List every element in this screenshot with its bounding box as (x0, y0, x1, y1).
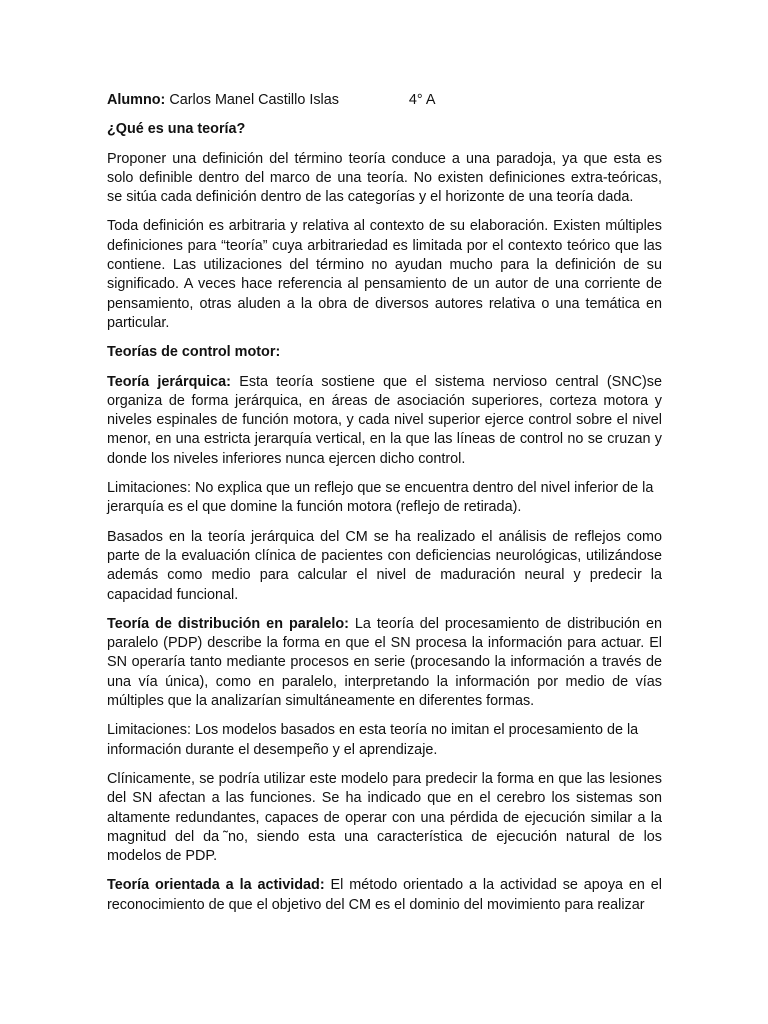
question-heading: ¿Qué es una teoría? (107, 121, 246, 138)
paragraph-parallel-limitations: Limitaciones: Los modelos basados en esta teoría no imitan el procesamiento de la información durante el desempeño y el aprendizaje. (107, 722, 639, 758)
parallel-theory-text: La teoría del procesamiento de distribución en paralelo (PDP) describe la forma en que el SN procesa la información para actuar. El SN operaría tanto mediante procesos en serie (procesando la información a través de una vía única), como en paralelo, interpretando la información por medio de vías múltiples que la analizarían simultáneamente en diferentes formas. (107, 615, 662, 710)
paragraph-arbitrariness: Toda definición es arbitraria y relativa al contexto de su elaboración. Existen múltiples definiciones para “teoría” cuya arbitrariedad es limitada por el contexto teórico que las contiene. Las utilizaciones del término no ayudan mucho para la definición de su significado. A veces hace referencia al pensamiento de un autor de una corriente de pensamiento, otras aluden a la obra de diversos autores relativa o una temática en particular. (107, 218, 662, 331)
parallel-theory-label: Teoría de distribución en paralelo: (107, 615, 349, 632)
paragraph-hierarchical-limitations: Limitaciones: No explica que un reflejo que se encuentra dentro del nivel inferior de la jerarquía es el que domine la función motora (reflejo de retirada). (107, 480, 654, 516)
document-page (107, 91, 662, 925)
group-code: 4° A (408, 92, 436, 108)
student-header (107, 91, 662, 110)
paragraph-definition: Proponer una definición del término teoría conduce a una paradoja, ya que esta es solo definible dentro del marco de una teoría. No existen definiciones extra-teóricas, se sitúa cada definición dentro de las categorías y el horizonte de una teoría dada. (107, 150, 662, 206)
paragraph-hierarchical-theory (107, 373, 662, 469)
activity-theory-label: Teoría orientada a la actividad: (107, 877, 325, 894)
motor-control-heading: Teorías de control motor: (107, 344, 281, 361)
paragraph-parallel-clinical: Clínicamente, se podría utilizar este modelo para predecir la forma en que las lesiones del SN afectan a las funciones. Se ha indicado que en el cerebro los sistemas son altamente redundantes, capaces de operar con una pérdida de ejecución similar a la magnitud del da ̃no, siendo esta una característica de ejecución natural de los modelos de PDP. (107, 770, 662, 865)
hierarchical-theory-text: Esta teoría sostiene que el sistema nervioso central (SNC)se organiza de forma jerárquica, en áreas de asociación superiores, corteza motora y niveles espinales de función motora, y cada nivel superior ejerce control sobre el nivel menor, en una estricta jerarquía vertical, en la que las líneas de control no se cruzan y donde los niveles inferiores nunca ejercen dicho control. (107, 373, 662, 467)
paragraph-hierarchical-clinical: Basados en la teoría jerárquica del CM se ha realizado el análisis de reflejos como parte de la evaluación clínica de pacientes con deficiencias neurológicas, utilizándose además como medio para calcular el nivel de maduración neural y predecir la capacidad funcional. (107, 528, 662, 603)
student-name: Carlos Manel Castillo Islas (169, 92, 339, 108)
hierarchical-theory-label: Teoría jerárquica: (107, 373, 231, 390)
paragraph-parallel-theory (107, 615, 662, 711)
student-label: Alumno: (107, 92, 166, 108)
activity-theory-text: El método orientado a la actividad se apoya en el reconocimiento de que el objetivo del CM es el dominio del movimiento para realizar (107, 877, 663, 913)
paragraph-activity-theory (107, 876, 662, 915)
